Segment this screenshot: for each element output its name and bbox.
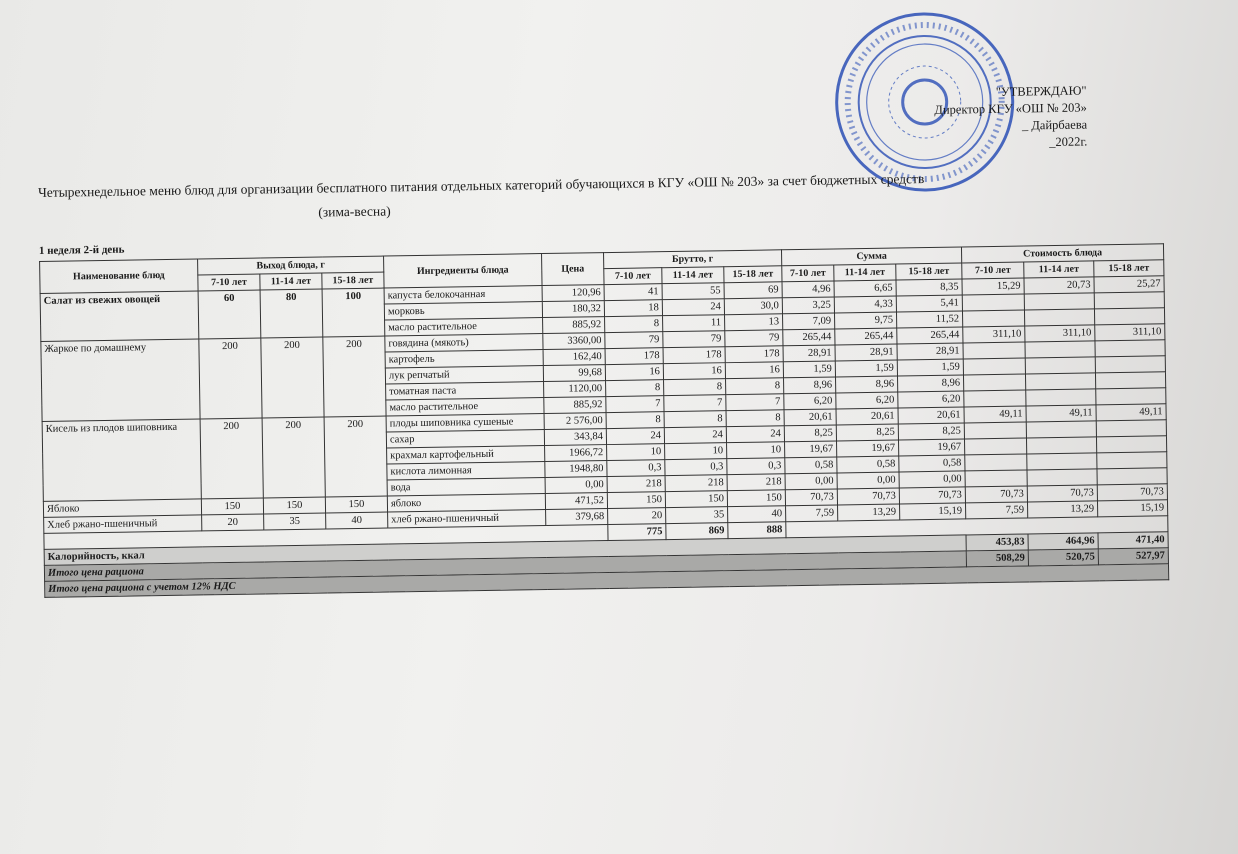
ingredient-name: яблоко [387,494,545,512]
ingredient-sum: 11,52 [896,311,962,328]
ingredient-name: томатная паста [386,382,544,400]
dish-cost: 20,73 [1024,277,1094,294]
gross-weight: 16 [663,363,725,380]
ingredient-name: крахмал картофельный [387,446,545,464]
gross-weight: 8 [606,380,664,397]
gross-weight: 16 [605,364,663,381]
ingredient-price: 99,68 [543,365,605,382]
ingredient-price: 162,40 [543,349,605,366]
ingredient-sum: 265,44 [835,328,897,345]
ingredient-sum: 8,25 [836,424,898,441]
dish-cost: 15,29 [962,278,1024,295]
week-day-label: 1 неделя 2-й день [38,243,125,257]
dish-cost [1096,436,1166,453]
dish-cost [962,310,1024,327]
ingredient-price: 1120,00 [544,381,606,398]
dish-name: Яблоко [43,499,201,517]
dish-cost: 49,11 [964,406,1026,423]
dish-cost: 311,10 [963,326,1025,343]
dish-cost: 70,73 [1027,485,1097,502]
ingredient-name: говядина (мякоть) [385,334,543,352]
ingredient-sum: 19,67 [837,440,899,457]
dish-cost: 70,73 [965,486,1027,503]
ingredient-price: 343,84 [544,429,606,446]
menu-table-body [40,276,1168,550]
dish-name: Хлеб ржано-пшеничный [44,515,202,533]
gross-weight: 7 [664,395,726,412]
ingredient-name: морковь [384,302,542,320]
gross-weight: 79 [725,330,783,347]
header-sum: Сумма [781,247,961,266]
dish-yield: 100 [322,288,385,337]
ingredient-price: 885,92 [544,397,606,414]
ingredient-name: вода [387,478,545,496]
ingredient-sum: 0,00 [785,473,837,490]
dish-cost: 25,27 [1094,276,1164,293]
dish-yield: 20 [202,514,264,531]
total-value: 527,97 [1098,548,1168,565]
ingredient-name: капуста белокочанная [384,286,542,304]
gross-weight: 8 [664,379,726,396]
gross-weight: 7 [726,394,784,411]
dish-cost [965,470,1027,487]
gross-weight: 178 [663,347,725,364]
dish-yield: 60 [198,290,261,339]
dish-name: Салат из свежих овощей [40,291,199,341]
dish-cost: 13,29 [1027,501,1097,518]
dish-cost [964,422,1026,439]
dish-cost [1094,308,1164,325]
ingredient-name: лук репчатый [385,366,543,384]
ingredient-sum: 3,25 [782,297,834,314]
dish-name: Жаркое по домашнему [41,339,200,421]
dish-cost: 70,73 [1097,484,1167,501]
ingredient-sum: 1,59 [835,360,897,377]
approval-block [846,82,1087,154]
gross-weight: 218 [665,475,727,492]
gross-weight: 178 [605,348,663,365]
gross-weight: 178 [725,346,783,363]
ingredient-sum: 0,00 [837,472,899,489]
gross-total: 888 [728,522,786,539]
dish-cost: 15,19 [1097,500,1167,517]
dish-cost [1094,292,1164,309]
ingredient-sum: 8,96 [784,377,836,394]
dish-yield: 200 [323,336,386,417]
ingredient-sum: 70,73 [899,487,965,504]
dish-cost [1026,389,1096,406]
header-yield: Выход блюда, г [198,256,384,275]
dish-cost [1024,309,1094,326]
dish-yield: 200 [261,337,324,418]
dish-yield: 80 [260,289,323,338]
ingredient-sum: 19,67 [785,441,837,458]
ingredient-name: плоды шиповника сушеные [386,414,544,432]
ingredient-price: 379,68 [546,509,608,526]
calories-value: 453,83 [966,534,1028,551]
ingredient-name: масло растительное [385,318,543,336]
gross-weight: 24 [726,426,784,443]
dish-cost [1027,453,1097,470]
header-age: 11-14 лет [260,273,322,290]
approval-line-2: Директор КГУ «ОШ № 203» [934,100,1087,117]
dish-cost [1025,357,1095,374]
ingredient-sum: 265,44 [783,329,835,346]
header-age: 7-10 лет [962,262,1024,279]
ingredient-price: 885,92 [543,317,605,334]
ingredient-name: картофель [385,350,543,368]
gross-total: 775 [608,524,666,541]
ingredient-price: 120,96 [542,285,604,302]
ingredient-price: 3360,00 [543,333,605,350]
ingredient-sum: 8,25 [898,423,964,440]
gross-weight: 150 [607,492,665,509]
header-ingredients: Ингредиенты блюда [384,254,542,288]
dish-cost [964,438,1026,455]
ingredient-sum: 20,61 [784,409,836,426]
dish-cost [1027,469,1097,486]
dish-yield: 200 [199,338,262,419]
gross-weight: 7 [606,396,664,413]
dish-cost: 311,10 [1095,324,1165,341]
gross-weight: 30,0 [724,298,782,315]
dish-cost [965,454,1027,471]
ingredient-sum: 6,20 [898,391,964,408]
ingredient-sum: 15,19 [900,503,966,520]
ingredient-sum: 0,58 [785,457,837,474]
ingredient-sum: 4,33 [834,296,896,313]
gross-weight: 10 [607,444,665,461]
dish-cost [1024,293,1094,310]
dish-cost [1095,340,1165,357]
dish-cost [1096,388,1166,405]
ingredient-price: 2 576,00 [544,413,606,430]
ingredient-price: 1966,72 [545,445,607,462]
header-age: 7-10 лет [604,268,662,285]
gross-weight: 79 [605,332,663,349]
header-age: 7-10 лет [782,265,834,282]
dish-cost [1025,341,1095,358]
ingredient-price: 471,52 [545,493,607,510]
dish-cost [964,390,1026,407]
total-label: Итого цена рациона [44,551,966,581]
gross-weight: 35 [666,507,728,524]
gross-weight: 0,3 [727,458,785,475]
gross-weight: 8 [726,378,784,395]
header-age: 7-10 лет [198,274,260,291]
gross-weight: 79 [663,331,725,348]
ingredient-name: кислота лимонная [387,462,545,480]
dish-name: Кисель из плодов шиповника [42,419,201,501]
header-dish: Наименование блюд [40,259,198,293]
dish-cost: 311,10 [1025,325,1095,342]
gross-weight: 40 [728,506,786,523]
gross-weight: 218 [607,476,665,493]
gross-weight: 41 [604,284,662,301]
dish-cost [1097,468,1167,485]
gross-weight: 218 [727,474,785,491]
ingredient-price: 1948,80 [545,461,607,478]
ingredient-sum: 28,91 [783,345,835,362]
ingredient-sum: 4,96 [782,281,834,298]
gross-weight: 20 [608,508,666,525]
header-price: Цена [542,253,604,286]
ingredient-sum: 19,67 [898,439,964,456]
dish-cost: 49,11 [1026,405,1096,422]
menu-table [39,243,1169,598]
header-cost: Стоимость блюда [961,244,1163,263]
approval-line-1: "УТВЕРЖДАЮ" [995,83,1087,99]
gross-total: 869 [666,523,728,540]
ingredient-sum: 8,35 [896,279,962,296]
gross-weight: 10 [665,443,727,460]
dish-cost [1026,437,1096,454]
document-title: Четырехнедельное меню блюд для организации бесплатного питания отдельных категорий обучающихся в КГУ «ОШ № 203» за счет бюджетных средств [37,171,925,200]
ingredient-sum: 0,58 [837,456,899,473]
gross-weight: 10 [727,442,785,459]
gross-weight: 8 [606,412,664,429]
ingredient-sum: 265,44 [897,327,963,344]
header-age: 15-18 лет [724,266,782,283]
ingredient-sum: 6,65 [834,280,896,297]
gross-weight: 16 [725,362,783,379]
document-subtitle: (зима-весна) [318,203,391,220]
menu-sheet [25,1,1194,629]
ingredient-sum: 8,96 [897,375,963,392]
gross-weight: 24 [606,428,664,445]
ingredient-sum: 8,96 [836,376,898,393]
ingredient-sum: 8,25 [784,425,836,442]
dish-yield: 200 [200,418,263,499]
ingredient-sum: 28,91 [835,344,897,361]
total-value: 520,75 [1028,549,1098,566]
approval-line-4: _2022г. [1049,134,1088,150]
header-age: 15-18 лет [1094,260,1164,277]
gross-weight: 55 [662,283,724,300]
dish-cost [1095,372,1165,389]
ingredient-sum: 7,09 [783,313,835,330]
dish-yield: 35 [264,513,326,530]
gross-weight: 24 [664,427,726,444]
header-age: 15-18 лет [896,263,962,280]
header-gross: Брутто, г [604,250,782,269]
ingredient-sum: 6,20 [784,393,836,410]
dish-yield: 200 [324,416,387,497]
dish-cost: 7,59 [965,502,1027,519]
dish-cost [963,374,1025,391]
dish-yield: 150 [201,498,263,515]
ingredient-sum: 1,59 [897,359,963,376]
ingredient-sum: 1,59 [783,361,835,378]
ingredient-price: 180,32 [542,301,604,318]
gross-weight: 8 [726,410,784,427]
gross-weight: 8 [664,411,726,428]
gross-weight: 13 [725,314,783,331]
gross-weight: 11 [663,315,725,332]
ingredient-sum: 0,58 [899,455,965,472]
dish-cost [963,342,1025,359]
ingredient-price: 0,00 [545,477,607,494]
dish-cost [1095,356,1165,373]
dish-yield: 200 [262,417,325,498]
ingredient-sum: 70,73 [837,488,899,505]
ingredient-sum: 13,29 [838,504,900,521]
header-age: 11-14 лет [662,267,724,284]
dish-cost [1026,421,1096,438]
calories-value: 471,40 [1098,532,1168,549]
dish-yield: 150 [325,496,387,513]
ingredient-name: хлеб ржано-пшеничный [388,510,546,528]
dish-cost [1096,420,1166,437]
header-age: 11-14 лет [1024,261,1094,278]
gross-weight: 69 [724,282,782,299]
ingredient-sum: 70,73 [785,489,837,506]
dish-cost [963,358,1025,375]
header-age: 15-18 лет [322,272,384,289]
total-value: 508,29 [966,550,1028,567]
calories-label: Калорийность, ккал [44,535,966,565]
dish-cost [962,294,1024,311]
dish-cost [1025,373,1095,390]
ingredient-sum: 20,61 [898,407,964,424]
gross-weight: 0,3 [607,460,665,477]
ingredient-name: сахар [386,430,544,448]
ingredient-sum: 28,91 [897,343,963,360]
total-vat-label: Итого цена рациона с учетом 12% НДС [45,564,1169,598]
header-age: 11-14 лет [834,264,896,281]
ingredient-sum: 20,61 [836,408,898,425]
dish-cost: 49,11 [1096,404,1166,421]
ingredient-sum: 7,59 [786,505,838,522]
ingredient-sum: 5,41 [896,295,962,312]
ingredient-sum: 9,75 [834,312,896,329]
gross-weight: 8 [605,316,663,333]
gross-weight: 150 [727,490,785,507]
gross-weight: 0,3 [665,459,727,476]
ingredient-sum: 6,20 [836,392,898,409]
dish-yield: 150 [263,497,325,514]
gross-weight: 24 [662,299,724,316]
gross-weight: 18 [604,300,662,317]
dish-cost [1097,452,1167,469]
calories-value: 464,96 [1028,533,1098,550]
ingredient-name: масло растительное [386,398,544,416]
approval-line-3: _ Дайрбаева [1021,117,1088,133]
dish-yield: 40 [326,512,388,529]
gross-weight: 150 [665,491,727,508]
ingredient-sum: 0,00 [899,471,965,488]
